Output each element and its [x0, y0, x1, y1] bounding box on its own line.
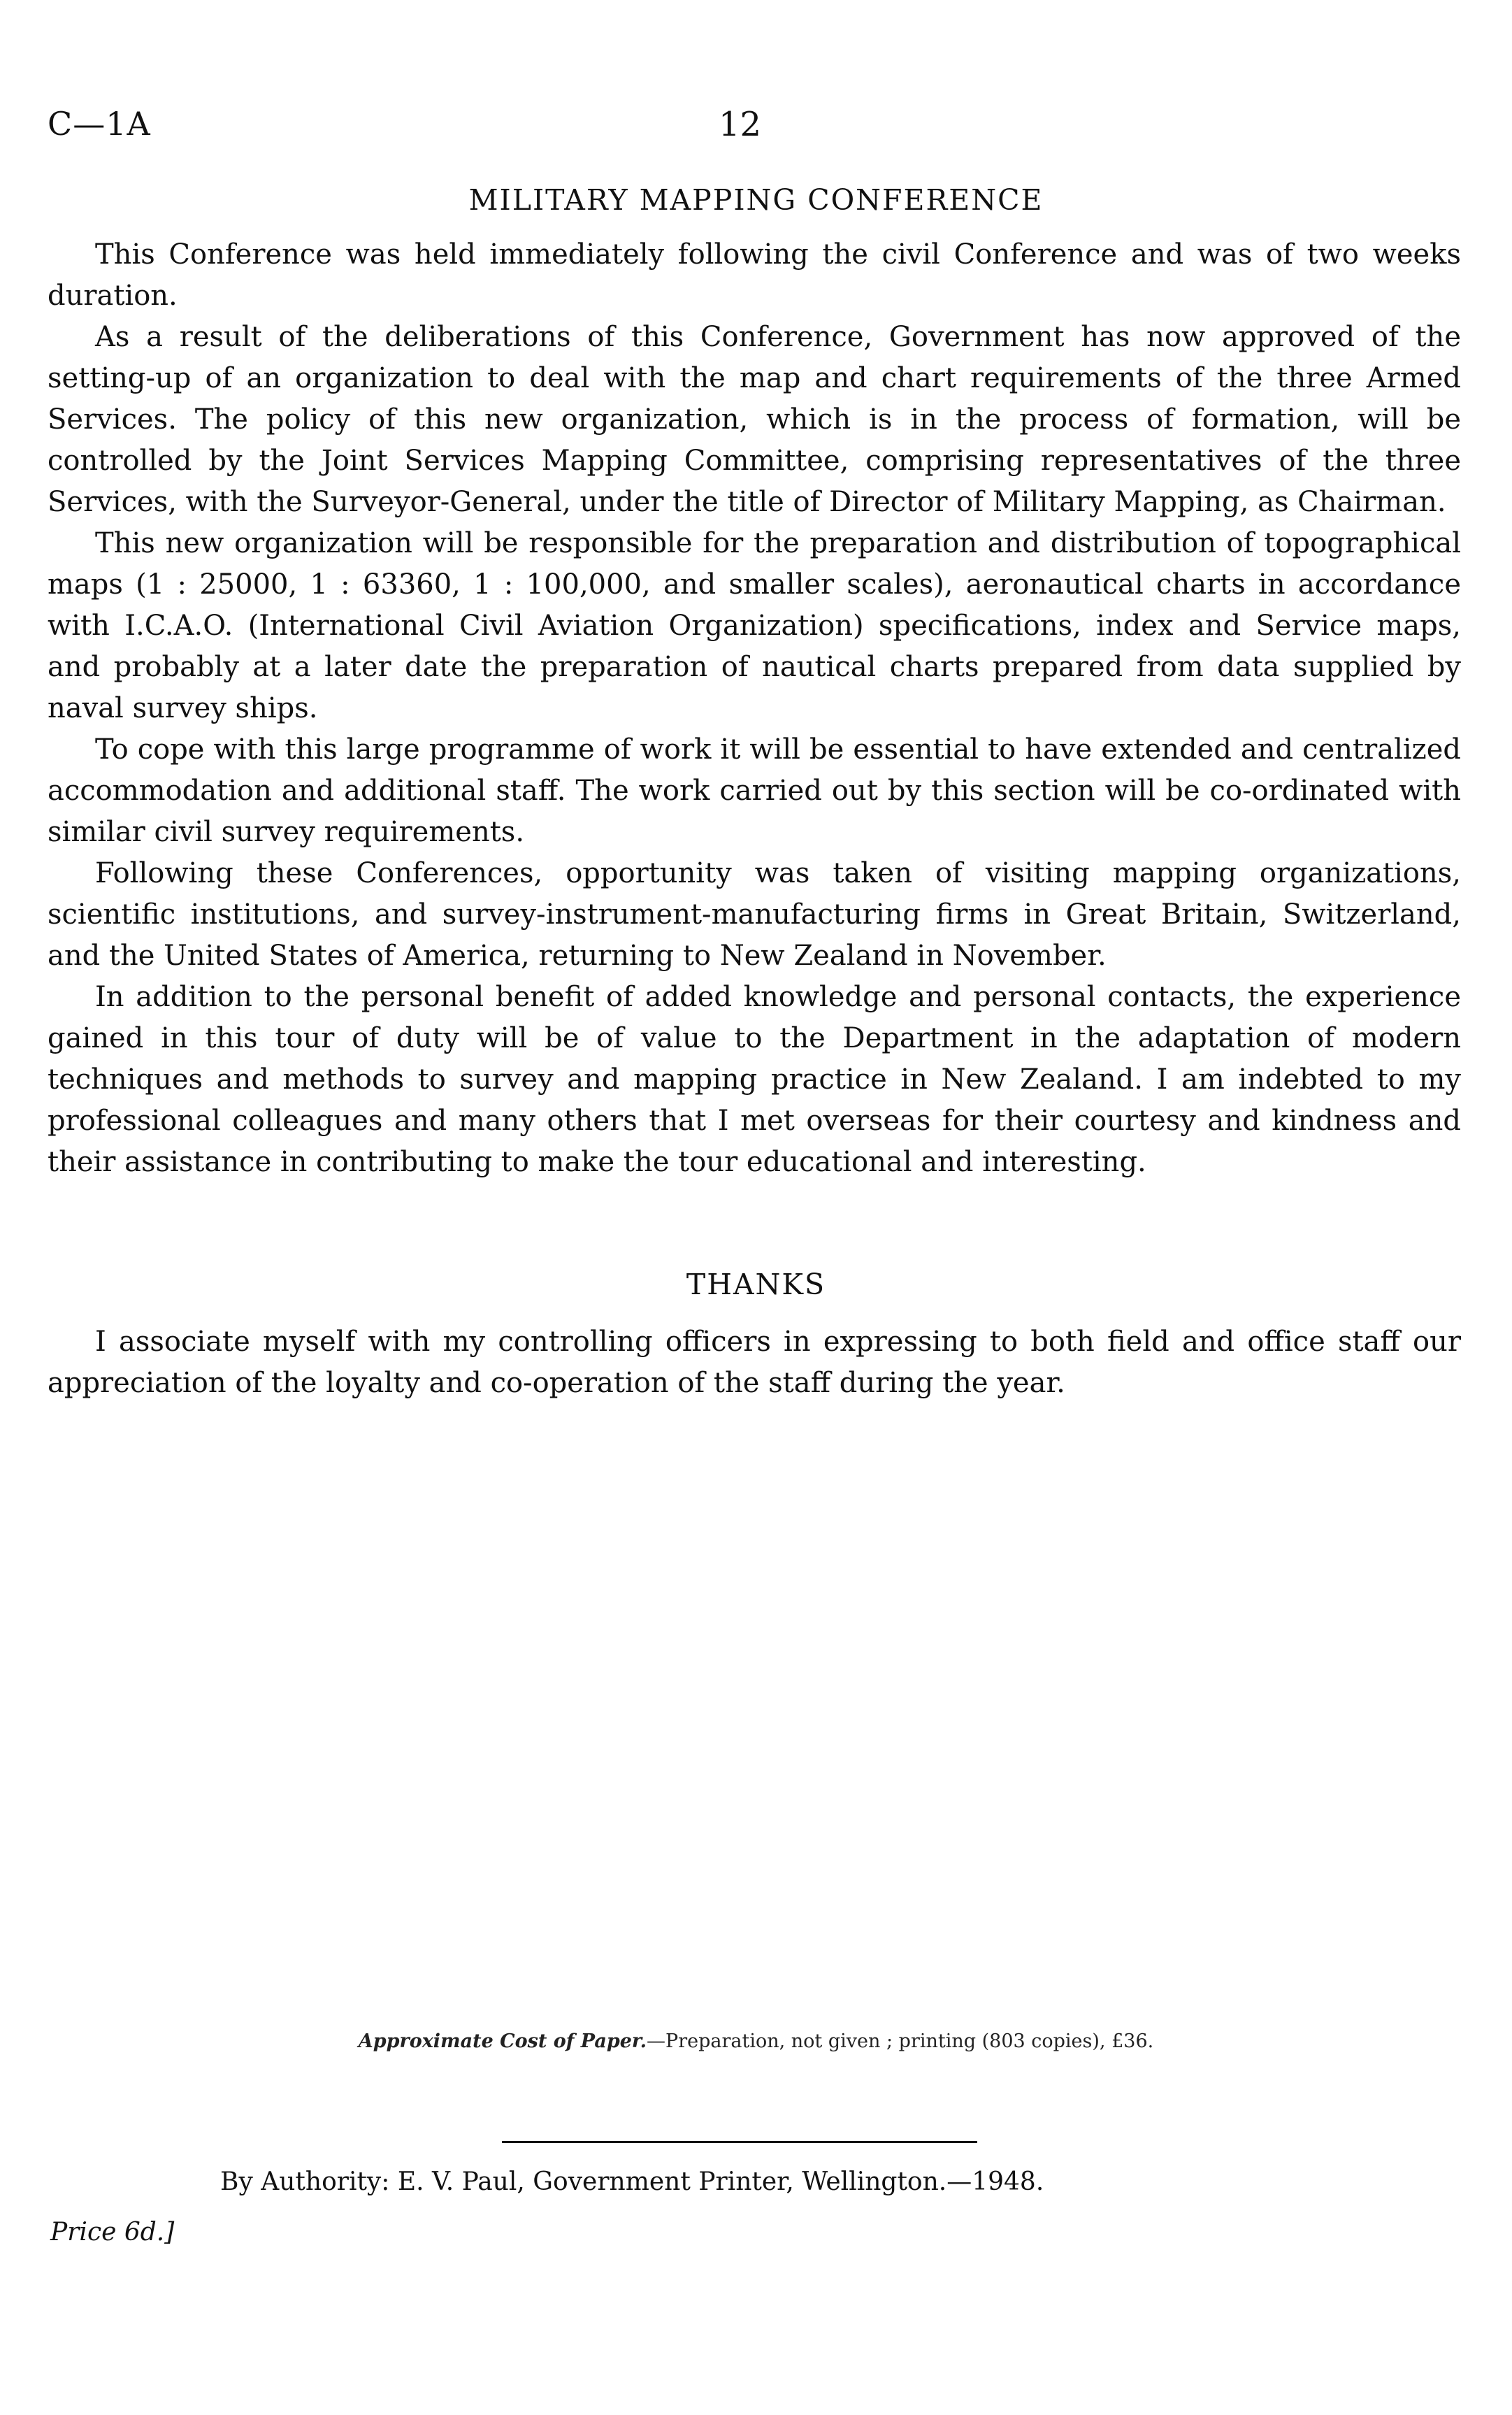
- printer-imprint: By Authority: E. V. Paul, Government Printer, Wellington.—1948.: [220, 2167, 1044, 2196]
- footer-divider: [502, 2141, 977, 2143]
- paragraph-duration: This Conference was held immediately following the civil Conference and was of two weeks duration.: [48, 238, 1461, 312]
- thanks-section: [48, 1321, 1461, 1404]
- military-conference-heading: MILITARY MAPPING CONFERENCE: [468, 183, 1044, 217]
- paragraph-benefits: In addition to the personal benefit of added knowledge and personal contacts, the experience gained in this tour of duty will be of value to the Department in the adaptation of modern techniques and methods to survey and mapping practice in New Zealand. I am indebted to my professional colleagues and many others that I met overseas for their courtesy and kindness and their assistance in contributing to make the tour educational and interesting.: [48, 981, 1461, 1178]
- price-note: Price 6d.]: [50, 2218, 175, 2246]
- thanks-heading: THANKS: [686, 1268, 826, 1301]
- cost-detail: —Preparation, not given ; printing (803 copies), £36.: [647, 2030, 1154, 2052]
- cost-label: Approximate Cost of Paper.: [358, 2030, 647, 2052]
- paragraph-organization: As a result of the deliberations of this Conference, Government has now approved of the setting-up of an organization to deal with the map and chart requirements of the three Armed Services. The policy of this new organization, which is in the process of formation, will be controlled by the Joint Services Mapping Committee, comprising representatives of the three Services, with the Surveyor-General, under the title of Director of Military Mapping, as Chairman.: [48, 321, 1461, 518]
- page-number: 12: [719, 105, 762, 144]
- paragraph-visits: Following these Conferences, opportunity was taken of visiting mapping organizations, scientific institutions, and survey-instrument-manufacturing firms in Great Britain, Switzerland, and the United States of America, returning to New Zealand in November.: [48, 857, 1461, 972]
- paragraph-programme: To cope with this large programme of work it will be essential to have extended and centralized accommodation and additional staff. The work carried out by this section will be co-ordinated with similar civil survey requirements.: [48, 733, 1461, 848]
- military-conference-section: [48, 234, 1461, 1183]
- document-code: C—1A: [48, 105, 151, 143]
- page-header: [48, 105, 1467, 154]
- paragraph-thanks: I associate myself with my controlling officers in expressing to both field and office staff our appreciation of the loyalty and co-operation of the staff during the year.: [48, 1326, 1461, 1399]
- paragraph-responsibilities: This new organization will be responsible for the preparation and distribution of topographical maps (1 : 25000, 1 : 63360, 1 : 100,000, and smaller scales), aeronautical charts in accordance with I.C.A.O. (International Civil Aviation Organization) specifications, index and Service maps, and probably at a later date the preparation of nautical charts prepared from data supplied by naval survey ships.: [48, 527, 1461, 724]
- cost-of-paper-note: [0, 2030, 1512, 2052]
